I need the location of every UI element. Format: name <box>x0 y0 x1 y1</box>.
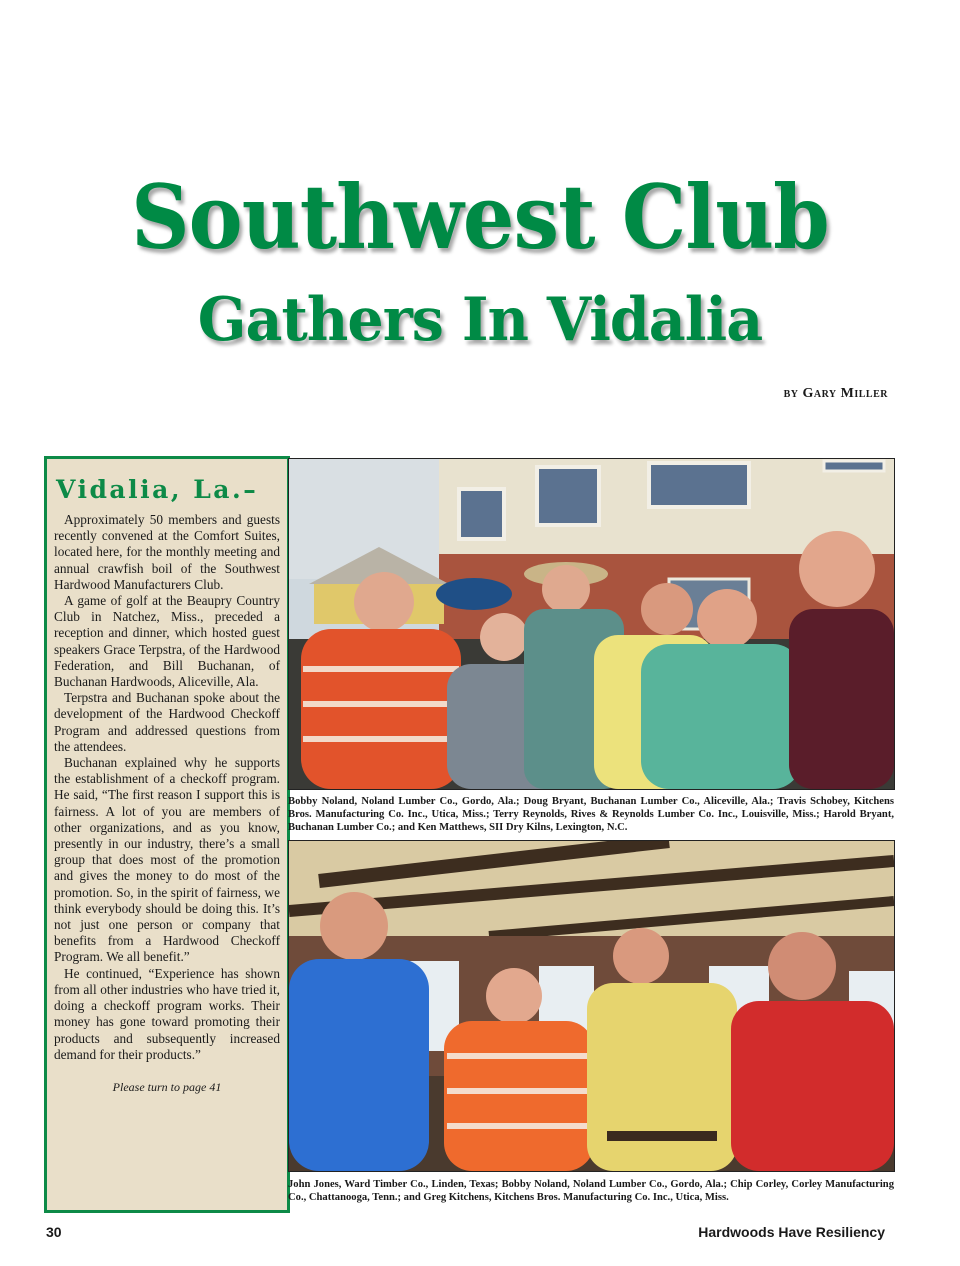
photo-indoor-group <box>288 840 895 1172</box>
photo-caption-1: Bobby Noland, Noland Lumber Co., Gordo, Ala.; Doug Bryant, Buchanan Lumber Co., Aliceville, Ala.; Travis Schobey, Kitchens Bros. Manufacturing Co. Inc., Utica, Miss.; Terry Reynolds, Rives & Reynolds Lumber Co. Inc., Louisville, Miss.; Harold Bryant, Buchanan Lumber Co.; and Ken Matthews, SII Dry Kilns, Lexington, N.C. <box>288 796 894 833</box>
paragraph: Buchanan explained why he supports the establishment of a checkoff program. He said, “The first reason I support this is fairness. A lot of you are members of other organizations, and as you know, presently in our industry, there’s a small group that does most of the promotion and gives the money to do most of the promotion. So, in the spirit of fairness, we think everybody should be doing this. It’s not just one person or company that benefits from a Hardwood Checkoff Program. We all benefit.” <box>54 755 280 965</box>
paragraph: Terpstra and Buchanan spoke about the development of the Hardwood Checkoff Program and addressed questions from the attendees. <box>54 690 280 754</box>
article-sidebar <box>44 456 290 1213</box>
headline-line-1: Southwest Club <box>131 165 829 269</box>
photo-caption-2: John Jones, Ward Timber Co., Linden, Texas; Bobby Noland, Noland Lumber Co., Gordo, Ala.; Chip Corley, Corley Manufacturing Co., Chattanooga, Tenn.; and Greg Kitchens, Kitchens Bros. Manufacturing Co. Inc., Utica, Miss. <box>288 1179 894 1203</box>
headline-line-2: Gathers In Vidalia <box>197 285 763 355</box>
paragraph: He continued, “Experience has shown from all other industries who have tried it, doing a checkoff program works. Their money has gone toward promoting their products and subsequently increased demand for their products.” <box>54 965 280 1062</box>
footer-tagline: Hardwoods Have Resiliency <box>698 1224 885 1240</box>
paragraph: Approximately 50 members and guests recently convened at the Comfort Suites, located here, for the monthly meeting and annual crawfish boil of the Southwest Hardwood Manufacturers Club. <box>54 512 280 592</box>
paragraph: A game of golf at the Beaupry Country Club in Natchez, Miss., preceded a reception and dinner, which hosted guest speakers Grace Terpstra, of the Hardwood Federation, and Bill Buchanan, of Buchanan Hardwoods, Aliceville, Ala. <box>54 593 280 690</box>
photo-outdoor-group <box>288 458 895 790</box>
dateline: Vidalia, La.– <box>56 475 259 504</box>
byline: by Gary Miller <box>783 386 888 401</box>
continued-notice: Please turn to page 41 <box>112 1079 222 1094</box>
page-number: 30 <box>46 1224 62 1240</box>
